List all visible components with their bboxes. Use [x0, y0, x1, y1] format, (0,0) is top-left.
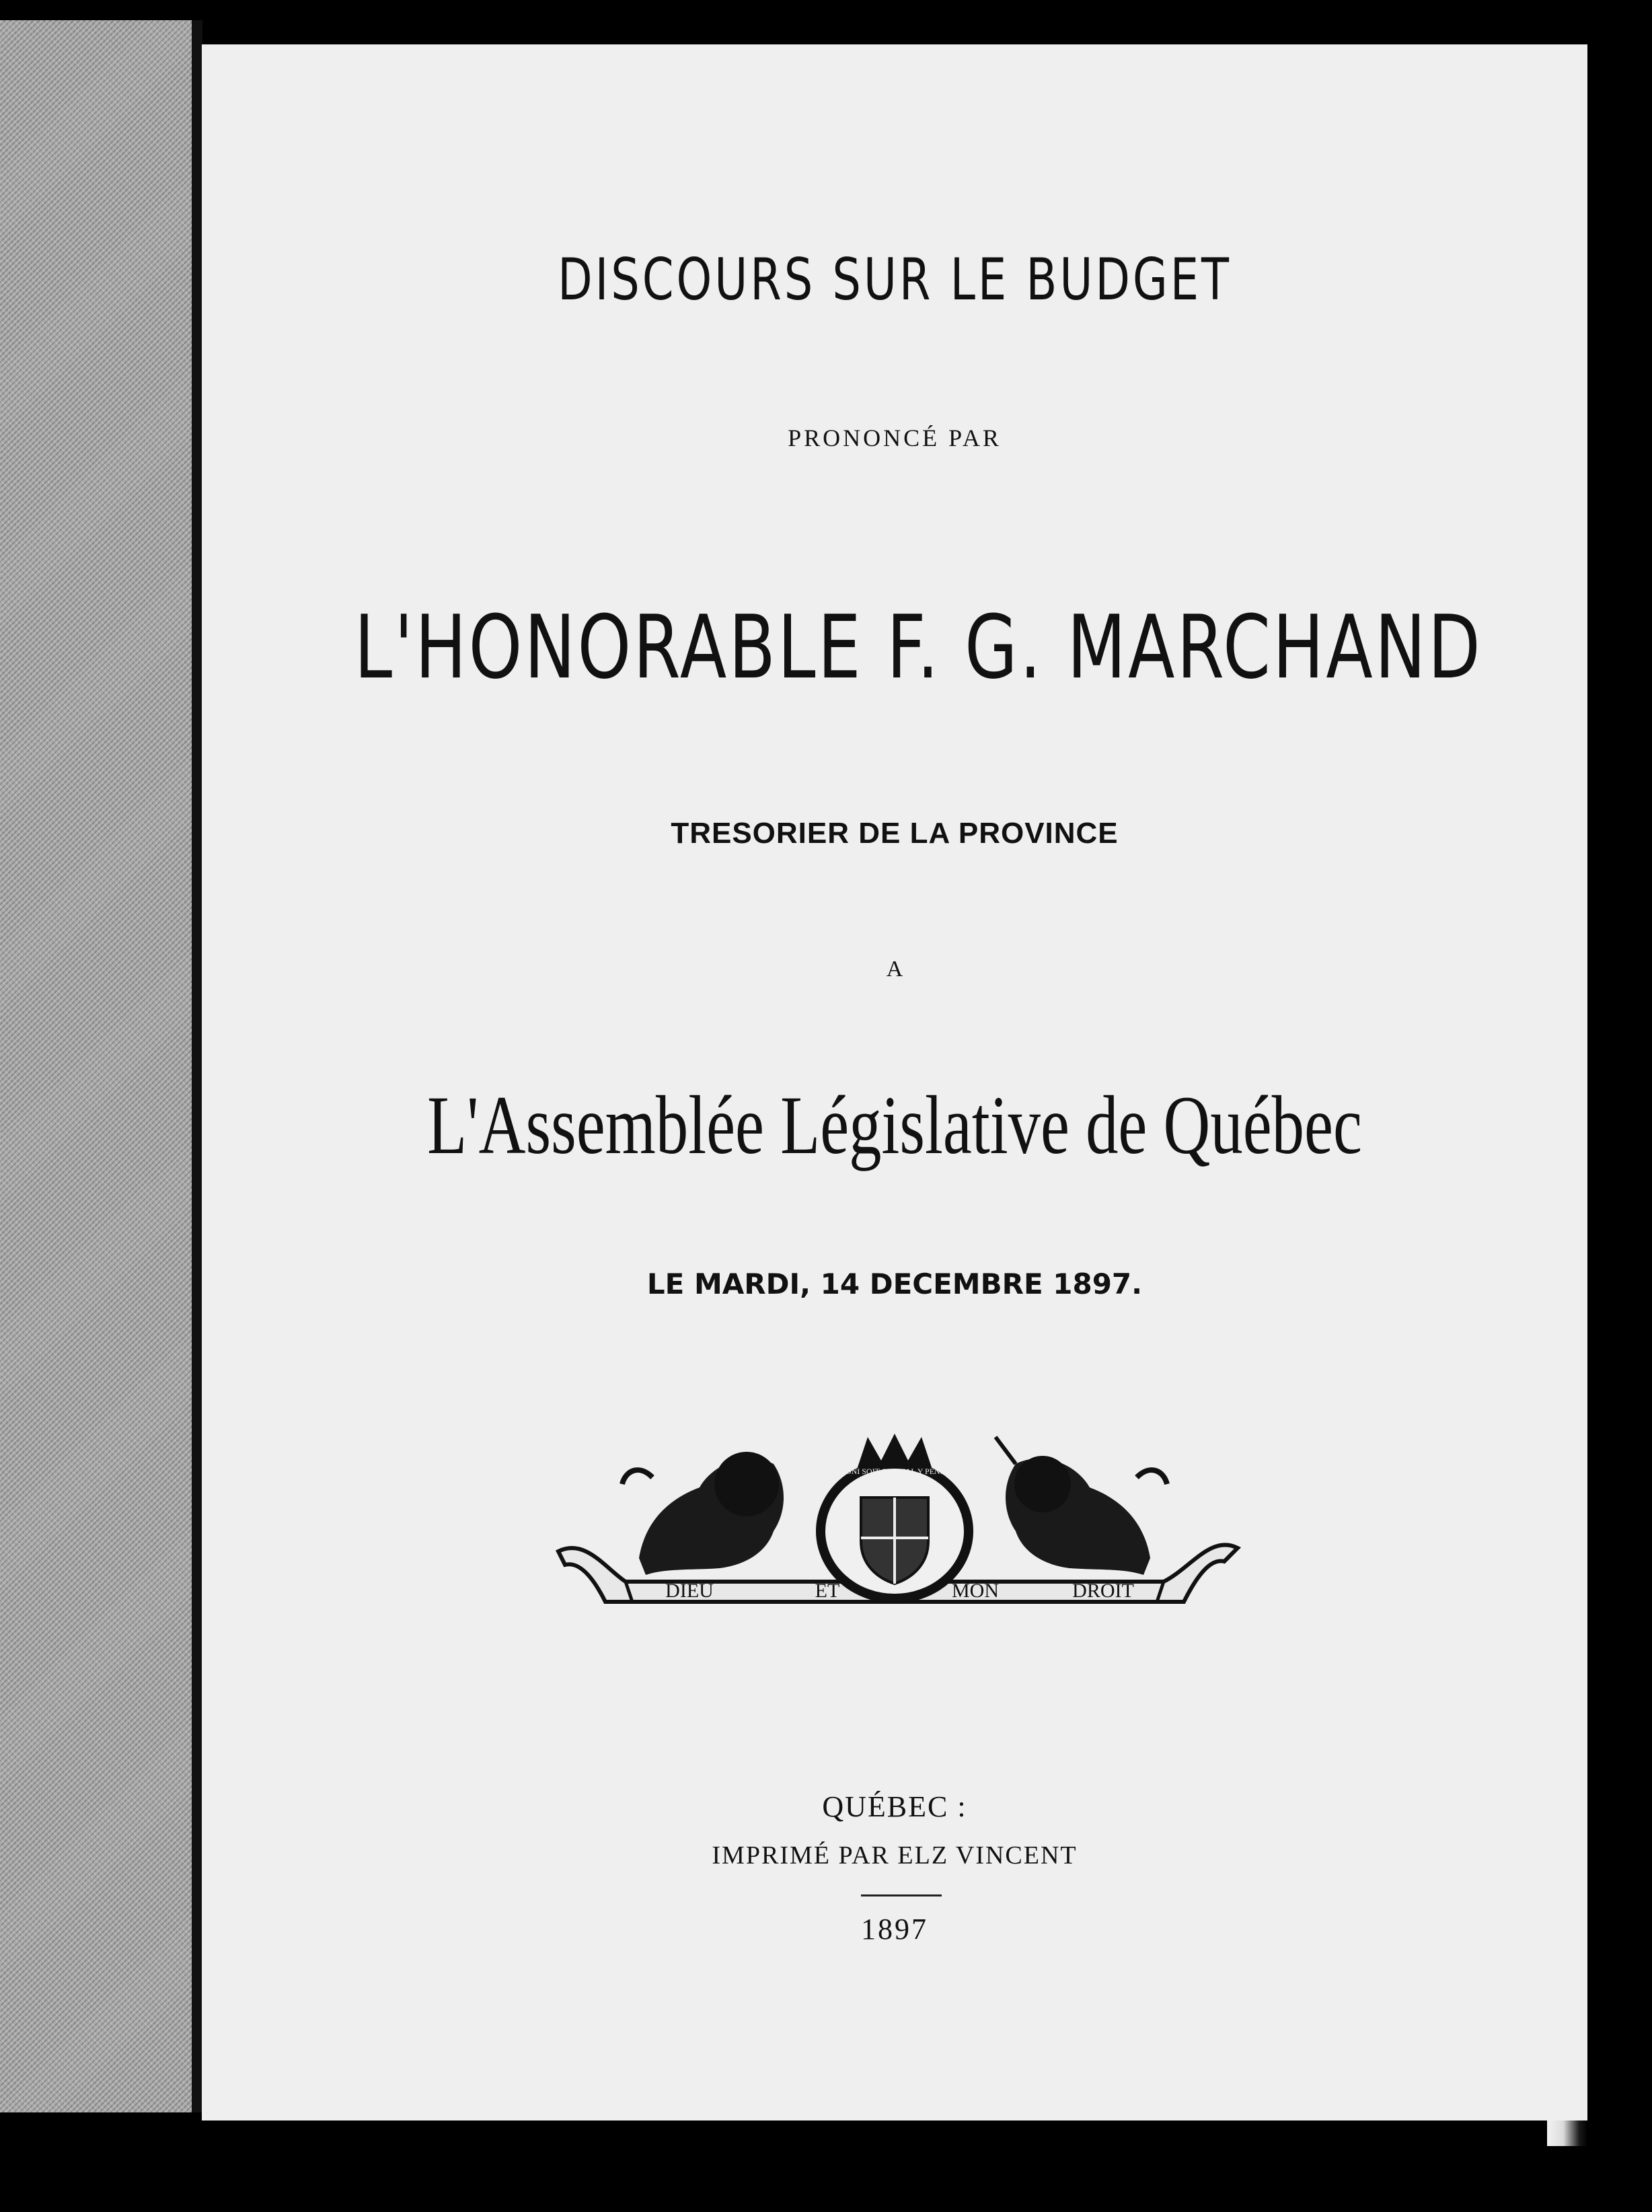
motto-mon: MON [951, 1580, 1000, 1602]
motto-droit: DROIT [1072, 1580, 1134, 1602]
cover-shadow [192, 20, 202, 2112]
main-heading: DISCOURS SUR LE BUDGET [558, 246, 1232, 314]
motto-dieu: DIEU [665, 1580, 714, 1602]
royal-coat-of-arms-icon [545, 1424, 1244, 1652]
speaker-position: TRESORIER DE LA PROVINCE [671, 817, 1119, 850]
imprint-rule [861, 1894, 942, 1896]
imprint-year: 1897 [861, 1913, 928, 1946]
garter-motto: HONI SOIT QUI MAL Y PENSE [839, 1467, 950, 1476]
book-cover-edge [0, 20, 192, 2112]
assembly-name: L'Assemblée Législative de Québec [427, 1079, 1362, 1171]
imprint-printer: IMPRIMÉ PAR ELZ VINCENT [712, 1841, 1078, 1870]
imprint-place: QUÉBEC : [822, 1790, 967, 1823]
preposition-a: A [886, 957, 903, 982]
motto-et: ET [815, 1580, 840, 1602]
title-page [202, 44, 1587, 2121]
speech-date: LE MARDI, 14 DECEMBRE 1897. [646, 1267, 1143, 1300]
speaker-name: L'HONORABLE F. G. MARCHAND [354, 596, 1483, 698]
prononce-line: PRONONCÉ PAR [788, 425, 1002, 451]
